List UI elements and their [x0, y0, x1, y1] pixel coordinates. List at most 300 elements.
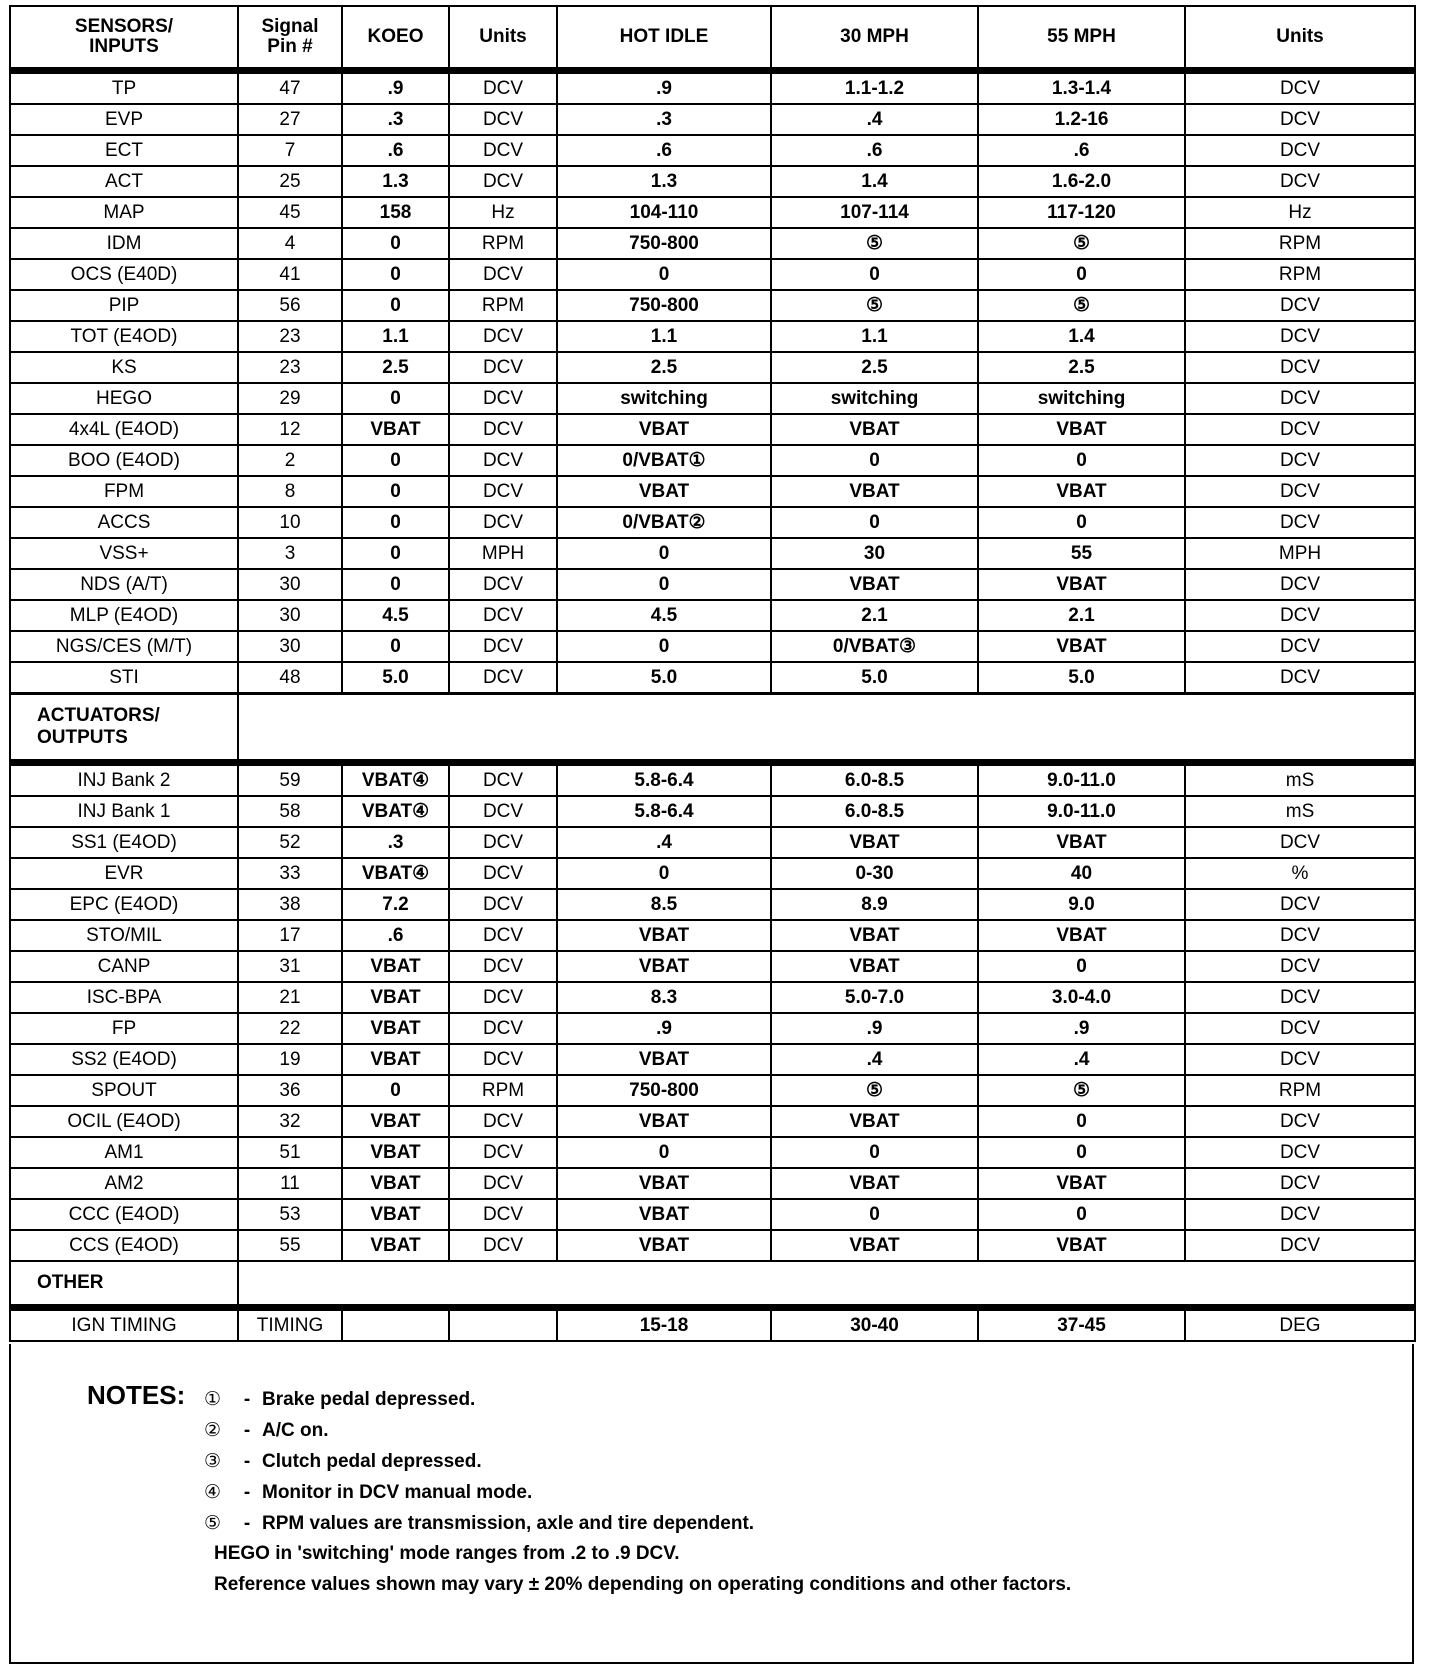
cell-30-mph: .9 [771, 1013, 978, 1044]
cell-hot-idle: 0 [557, 858, 771, 889]
cell-koeo: 0 [342, 445, 449, 476]
cell-30-mph: VBAT [771, 569, 978, 600]
cell-name: CCC (E4OD) [10, 1199, 238, 1230]
sensors-row [10, 352, 1415, 383]
cell-55-mph: 3.0-4.0 [978, 982, 1185, 1013]
cell-units: DCV [449, 71, 557, 105]
sensors-row [10, 569, 1415, 600]
cell-units-2: mS [1185, 763, 1415, 797]
cell-units: DCV [449, 352, 557, 383]
cell-units: DCV [449, 569, 557, 600]
section-row [10, 1261, 1415, 1308]
cell-hot-idle: .3 [557, 104, 771, 135]
actuators-row [10, 1230, 1415, 1261]
actuators-row [10, 827, 1415, 858]
cell-units-2: DCV [1185, 1013, 1415, 1044]
cell-30-mph: VBAT [771, 1168, 978, 1199]
cell-hot-idle: 0 [557, 1137, 771, 1168]
actuators-row [10, 889, 1415, 920]
section-row [10, 694, 1415, 763]
cell-30-mph: 6.0-8.5 [771, 796, 978, 827]
cell-pin: 48 [238, 662, 342, 694]
cell-pin: 51 [238, 1137, 342, 1168]
cell-name: MAP [10, 197, 238, 228]
cell-units-2: DCV [1185, 662, 1415, 694]
cell-pin: 11 [238, 1168, 342, 1199]
cell-units-2: DCV [1185, 414, 1415, 445]
cell-hot-idle: VBAT [557, 1044, 771, 1075]
cell-koeo: 0 [342, 507, 449, 538]
cell-units: DCV [449, 383, 557, 414]
cell-30-mph: 0 [771, 507, 978, 538]
cell-units-2: DCV [1185, 600, 1415, 631]
cell-units: DCV [449, 445, 557, 476]
cell-30-mph: 0 [771, 1137, 978, 1168]
cell-hot-idle: 5.0 [557, 662, 771, 694]
cell-koeo: VBAT [342, 414, 449, 445]
note-number-icon: ② [204, 1420, 222, 1441]
cell-koeo: 7.2 [342, 889, 449, 920]
note-dash: - [243, 1451, 251, 1472]
cell-30-mph: 1.1 [771, 321, 978, 352]
cell-pin: 30 [238, 600, 342, 631]
cell-30-mph: 1.1-1.2 [771, 71, 978, 105]
actuators-row [10, 1075, 1415, 1106]
cell-units: DCV [449, 858, 557, 889]
cell-55-mph: 0 [978, 1137, 1185, 1168]
cell-units-2: DCV [1185, 476, 1415, 507]
cell-name: 4x4L (E4OD) [10, 414, 238, 445]
cell-hot-idle: 8.5 [557, 889, 771, 920]
column-header-koeo: KOEO [342, 6, 449, 71]
cell-name: TOT (E4OD) [10, 321, 238, 352]
notes-section [9, 1344, 1414, 1664]
cell-55-mph: 2.5 [978, 352, 1185, 383]
cell-30-mph: 0 [771, 1199, 978, 1230]
cell-name: ACCS [10, 507, 238, 538]
cell-55-mph: 37-45 [978, 1308, 1185, 1342]
column-header-units: Units [449, 6, 557, 71]
note-item [204, 1481, 532, 1504]
cell-name: IDM [10, 228, 238, 259]
cell-koeo: VBAT [342, 1106, 449, 1137]
sensors-row [10, 538, 1415, 569]
cell-pin: 47 [238, 71, 342, 105]
cell-units: DCV [449, 1199, 557, 1230]
cell-pin: 30 [238, 569, 342, 600]
cell-hot-idle: 750-800 [557, 1075, 771, 1106]
cell-units: RPM [449, 290, 557, 321]
cell-pin: 45 [238, 197, 342, 228]
cell-30-mph: .4 [771, 1044, 978, 1075]
cell-pin: 23 [238, 352, 342, 383]
cell-pin: 17 [238, 920, 342, 951]
cell-hot-idle: 5.8-6.4 [557, 796, 771, 827]
cell-55-mph: 1.2-16 [978, 104, 1185, 135]
sensors-row [10, 228, 1415, 259]
cell-name: EVP [10, 104, 238, 135]
cell-koeo: 4.5 [342, 600, 449, 631]
note-dash: - [243, 1482, 251, 1503]
cell-name: OCIL (E4OD) [10, 1106, 238, 1137]
cell-hot-idle: 15-18 [557, 1308, 771, 1342]
cell-name: AM2 [10, 1168, 238, 1199]
cell-units: Hz [449, 197, 557, 228]
cell-units: DCV [449, 982, 557, 1013]
cell-koeo: VBAT [342, 1199, 449, 1230]
cell-units-2: DCV [1185, 445, 1415, 476]
cell-units: DCV [449, 827, 557, 858]
note-text: A/C on. [262, 1420, 329, 1441]
cell-koeo: 0 [342, 631, 449, 662]
cell-hot-idle: VBAT [557, 1230, 771, 1261]
cell-pin: 27 [238, 104, 342, 135]
cell-55-mph: 40 [978, 858, 1185, 889]
cell-55-mph: 0 [978, 259, 1185, 290]
cell-koeo: VBAT④ [342, 796, 449, 827]
cell-pin: 25 [238, 166, 342, 197]
note-number-icon: ③ [204, 1451, 222, 1472]
cell-hot-idle: 1.3 [557, 166, 771, 197]
cell-units: DCV [449, 662, 557, 694]
cell-hot-idle: VBAT [557, 920, 771, 951]
cell-30-mph: 0/VBAT③ [771, 631, 978, 662]
cell-pin: 23 [238, 321, 342, 352]
cell-units-2: DCV [1185, 1230, 1415, 1261]
cell-55-mph: 9.0 [978, 889, 1185, 920]
cell-units: DCV [449, 920, 557, 951]
note-dash: - [243, 1389, 251, 1410]
sensors-row [10, 476, 1415, 507]
actuators-row [10, 1199, 1415, 1230]
cell-name: FP [10, 1013, 238, 1044]
cell-55-mph: 1.6-2.0 [978, 166, 1185, 197]
cell-30-mph: 2.5 [771, 352, 978, 383]
cell-koeo: .9 [342, 71, 449, 105]
cell-koeo: 158 [342, 197, 449, 228]
note-text: Brake pedal depressed. [262, 1389, 476, 1410]
cell-units-2: Hz [1185, 197, 1415, 228]
cell-pin: 4 [238, 228, 342, 259]
cell-koeo: 0 [342, 538, 449, 569]
cell-koeo: .3 [342, 827, 449, 858]
cell-hot-idle: 0/VBAT① [557, 445, 771, 476]
notes-title: NOTES: [87, 1380, 186, 1410]
cell-koeo: 0 [342, 569, 449, 600]
cell-pin: 30 [238, 631, 342, 662]
cell-hot-idle: 104-110 [557, 197, 771, 228]
cell-koeo: 0 [342, 259, 449, 290]
cell-55-mph: VBAT [978, 827, 1185, 858]
cell-pin: 36 [238, 1075, 342, 1106]
cell-units: RPM [449, 1075, 557, 1106]
cell-55-mph: VBAT [978, 569, 1185, 600]
cell-units: DCV [449, 321, 557, 352]
sensors-row [10, 631, 1415, 662]
sensors-row [10, 414, 1415, 445]
cell-units: DCV [449, 1230, 557, 1261]
cell-koeo: VBAT [342, 1044, 449, 1075]
cell-name: EPC (E4OD) [10, 889, 238, 920]
cell-30-mph: 30-40 [771, 1308, 978, 1342]
cell-hot-idle: 8.3 [557, 982, 771, 1013]
cell-55-mph: VBAT [978, 920, 1185, 951]
cell-units-2: DCV [1185, 889, 1415, 920]
cell-koeo [342, 1308, 449, 1342]
cell-units-2: DCV [1185, 507, 1415, 538]
cell-koeo: 2.5 [342, 352, 449, 383]
sensors-row [10, 290, 1415, 321]
cell-30-mph: .4 [771, 104, 978, 135]
sensors-row [10, 197, 1415, 228]
cell-30-mph: 107-114 [771, 197, 978, 228]
cell-units-2: DCV [1185, 827, 1415, 858]
cell-units-2: DCV [1185, 104, 1415, 135]
cell-pin: 8 [238, 476, 342, 507]
cell-55-mph: 0 [978, 951, 1185, 982]
cell-units: DCV [449, 600, 557, 631]
sensors-row [10, 507, 1415, 538]
cell-name: ACT [10, 166, 238, 197]
note-extra: Reference values shown may vary ± 20% depending on operating conditions and other factors. [214, 1574, 1072, 1595]
cell-30-mph: 0-30 [771, 858, 978, 889]
cell-units: DCV [449, 166, 557, 197]
actuators-row [10, 1013, 1415, 1044]
cell-pin: 29 [238, 383, 342, 414]
cell-hot-idle: 0 [557, 259, 771, 290]
cell-pin: 31 [238, 951, 342, 982]
cell-koeo: 1.3 [342, 166, 449, 197]
column-header-30-mph: 30 MPH [771, 6, 978, 71]
column-header-name: SENSORS/ INPUTS [10, 6, 238, 71]
cell-hot-idle: 0/VBAT② [557, 507, 771, 538]
cell-30-mph: 5.0 [771, 662, 978, 694]
cell-30-mph: switching [771, 383, 978, 414]
cell-name: NDS (A/T) [10, 569, 238, 600]
cell-units-2: DCV [1185, 1106, 1415, 1137]
cell-55-mph: 5.0 [978, 662, 1185, 694]
cell-units-2: DCV [1185, 1168, 1415, 1199]
note-dash: - [243, 1420, 251, 1441]
cell-pin: TIMING [238, 1308, 342, 1342]
cell-pin: 56 [238, 290, 342, 321]
cell-koeo: 0 [342, 228, 449, 259]
cell-name: PIP [10, 290, 238, 321]
cell-30-mph: 0 [771, 445, 978, 476]
cell-pin: 32 [238, 1106, 342, 1137]
cell-30-mph: VBAT [771, 951, 978, 982]
cell-name: MLP (E4OD) [10, 600, 238, 631]
cell-name: FPM [10, 476, 238, 507]
cell-pin: 12 [238, 414, 342, 445]
cell-30-mph: VBAT [771, 827, 978, 858]
cell-55-mph: 0 [978, 445, 1185, 476]
cell-30-mph: 1.4 [771, 166, 978, 197]
note-text: Monitor in DCV manual mode. [262, 1482, 533, 1503]
note-text: RPM values are transmission, axle and tire dependent. [262, 1513, 755, 1534]
cell-koeo: 0 [342, 383, 449, 414]
cell-units-2: DCV [1185, 631, 1415, 662]
actuators-row [10, 920, 1415, 951]
cell-pin: 7 [238, 135, 342, 166]
note-dash: - [243, 1513, 251, 1534]
cell-55-mph: ⑤ [978, 228, 1185, 259]
cell-55-mph: 1.4 [978, 321, 1185, 352]
cell-name: SS1 (E4OD) [10, 827, 238, 858]
cell-30-mph: VBAT [771, 1106, 978, 1137]
cell-units-2: DCV [1185, 569, 1415, 600]
cell-koeo: .6 [342, 135, 449, 166]
cell-koeo: VBAT [342, 1230, 449, 1261]
cell-units: RPM [449, 228, 557, 259]
cell-hot-idle: 2.5 [557, 352, 771, 383]
cell-units-2: DCV [1185, 982, 1415, 1013]
cell-55-mph: VBAT [978, 414, 1185, 445]
cell-hot-idle: 5.8-6.4 [557, 763, 771, 797]
cell-hot-idle: VBAT [557, 951, 771, 982]
cell-name: INJ Bank 2 [10, 763, 238, 797]
cell-name: NGS/CES (M/T) [10, 631, 238, 662]
cell-units-2: DCV [1185, 383, 1415, 414]
cell-name: OCS (E40D) [10, 259, 238, 290]
cell-units-2: DCV [1185, 166, 1415, 197]
cell-units-2: DCV [1185, 321, 1415, 352]
cell-units: DCV [449, 763, 557, 797]
cell-units: DCV [449, 104, 557, 135]
sensors-row [10, 166, 1415, 197]
cell-name: INJ Bank 1 [10, 796, 238, 827]
cell-units-2: DCV [1185, 290, 1415, 321]
section-blank [238, 694, 1415, 763]
cell-units: DCV [449, 951, 557, 982]
section-label: OTHER [10, 1261, 238, 1308]
sensors-row [10, 445, 1415, 476]
cell-name: SPOUT [10, 1075, 238, 1106]
cell-55-mph: VBAT [978, 1230, 1185, 1261]
cell-units: DCV [449, 889, 557, 920]
cell-koeo: VBAT [342, 1013, 449, 1044]
cell-hot-idle: .9 [557, 1013, 771, 1044]
actuators-row [10, 796, 1415, 827]
cell-hot-idle: VBAT [557, 1106, 771, 1137]
cell-55-mph: VBAT [978, 476, 1185, 507]
sensors-row [10, 71, 1415, 105]
column-header-pin: Signal Pin # [238, 6, 342, 71]
column-header-55-mph: 55 MPH [978, 6, 1185, 71]
cell-hot-idle: .6 [557, 135, 771, 166]
cell-units: DCV [449, 1106, 557, 1137]
note-item [204, 1450, 482, 1473]
cell-hot-idle: 1.1 [557, 321, 771, 352]
cell-30-mph: .6 [771, 135, 978, 166]
sensors-row [10, 662, 1415, 694]
cell-30-mph: ⑤ [771, 228, 978, 259]
cell-pin: 2 [238, 445, 342, 476]
cell-units-2: DCV [1185, 920, 1415, 951]
cell-units-2: DEG [1185, 1308, 1415, 1342]
actuators-row [10, 951, 1415, 982]
cell-units-2: DCV [1185, 71, 1415, 105]
cell-name: ISC-BPA [10, 982, 238, 1013]
cell-hot-idle: 0 [557, 631, 771, 662]
cell-pin: 53 [238, 1199, 342, 1230]
cell-name: SS2 (E4OD) [10, 1044, 238, 1075]
actuators-row [10, 1044, 1415, 1075]
cell-units: DCV [449, 1044, 557, 1075]
cell-pin: 19 [238, 1044, 342, 1075]
cell-hot-idle: VBAT [557, 1168, 771, 1199]
section-label: ACTUATORS/ OUTPUTS [10, 694, 238, 763]
cell-hot-idle: .4 [557, 827, 771, 858]
note-item [204, 1512, 754, 1535]
note-item [204, 1388, 475, 1411]
cell-koeo: VBAT④ [342, 763, 449, 797]
cell-30-mph: VBAT [771, 476, 978, 507]
cell-units: DCV [449, 135, 557, 166]
cell-name: IGN TIMING [10, 1308, 238, 1342]
actuators-row [10, 982, 1415, 1013]
cell-units-2: DCV [1185, 1137, 1415, 1168]
cell-koeo: .6 [342, 920, 449, 951]
cell-units-2: RPM [1185, 228, 1415, 259]
cell-name: KS [10, 352, 238, 383]
column-header-hot-idle: HOT IDLE [557, 6, 771, 71]
cell-hot-idle: 750-800 [557, 228, 771, 259]
cell-units: DCV [449, 259, 557, 290]
sensors-row [10, 259, 1415, 290]
cell-koeo: 1.1 [342, 321, 449, 352]
cell-pin: 22 [238, 1013, 342, 1044]
cell-30-mph: 8.9 [771, 889, 978, 920]
cell-pin: 58 [238, 796, 342, 827]
cell-55-mph: VBAT [978, 631, 1185, 662]
sensors-row [10, 135, 1415, 166]
cell-55-mph: 0 [978, 1106, 1185, 1137]
cell-units: DCV [449, 507, 557, 538]
cell-units: MPH [449, 538, 557, 569]
cell-55-mph: switching [978, 383, 1185, 414]
cell-units-2: RPM [1185, 259, 1415, 290]
cell-name: BOO (E4OD) [10, 445, 238, 476]
actuators-row [10, 763, 1415, 797]
cell-units: DCV [449, 1137, 557, 1168]
cell-pin: 21 [238, 982, 342, 1013]
cell-pin: 10 [238, 507, 342, 538]
cell-name: CCS (E4OD) [10, 1230, 238, 1261]
cell-pin: 33 [238, 858, 342, 889]
cell-koeo: VBAT [342, 1137, 449, 1168]
sensor-reference-table [9, 5, 1416, 1342]
cell-pin: 38 [238, 889, 342, 920]
actuators-row [10, 1168, 1415, 1199]
cell-koeo: .3 [342, 104, 449, 135]
cell-units: DCV [449, 1168, 557, 1199]
cell-units: DCV [449, 631, 557, 662]
cell-55-mph: 2.1 [978, 600, 1185, 631]
cell-koeo: 5.0 [342, 662, 449, 694]
sensors-row [10, 383, 1415, 414]
cell-pin: 3 [238, 538, 342, 569]
cell-pin: 55 [238, 1230, 342, 1261]
cell-koeo: 0 [342, 1075, 449, 1106]
cell-units-2: MPH [1185, 538, 1415, 569]
cell-55-mph: 0 [978, 1199, 1185, 1230]
cell-name: VSS+ [10, 538, 238, 569]
cell-units-2: DCV [1185, 352, 1415, 383]
cell-units-2: DCV [1185, 951, 1415, 982]
cell-units: DCV [449, 796, 557, 827]
cell-55-mph: .9 [978, 1013, 1185, 1044]
